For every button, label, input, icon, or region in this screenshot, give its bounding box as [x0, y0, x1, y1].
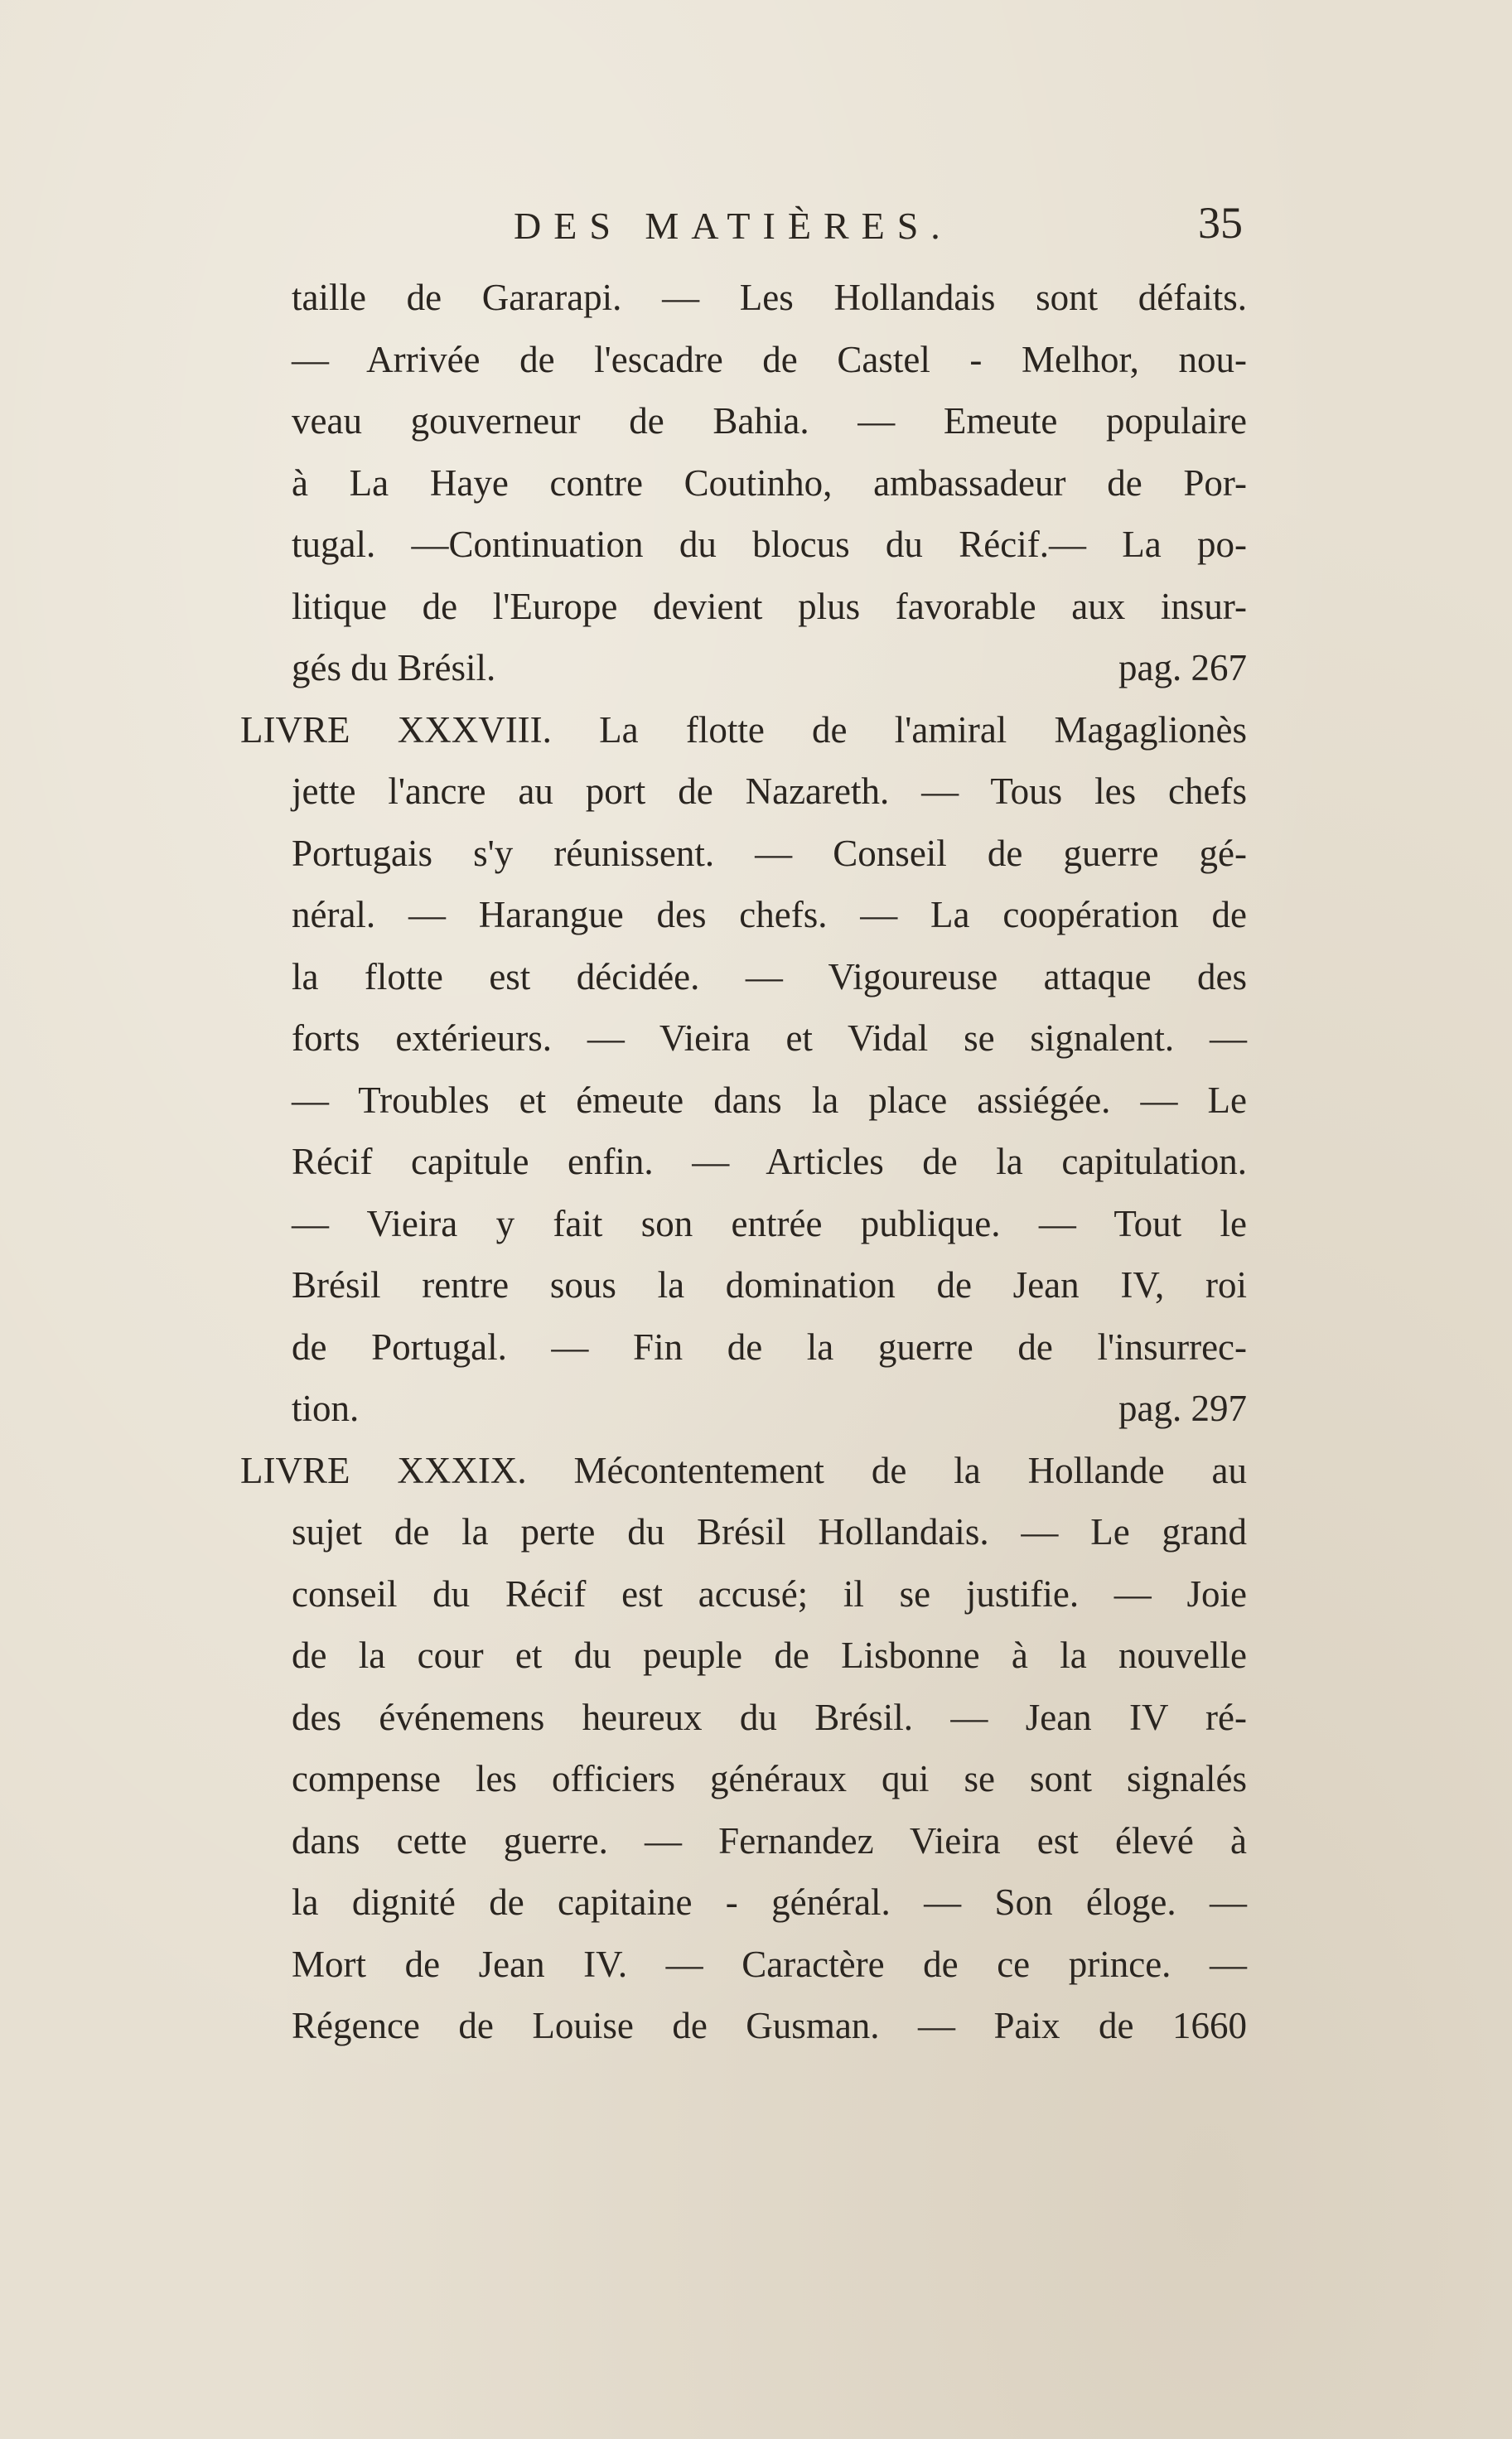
entry-last-line: tion. [292, 1388, 360, 1429]
entry-last-line: gés du Brésil. [292, 647, 496, 688]
toc-entry-continuation [240, 267, 1247, 699]
text-line: Régence de Louise de Gusman. — Paix de 1660 [292, 2005, 1247, 2046]
page-reference: pag. 267 [1118, 647, 1247, 688]
text-line: dans cette guerre. — Fernandez Vieira est élevé à [292, 1819, 1247, 1862]
text-line: à La Haye contre Coutinho, ambassadeur de Por- [292, 461, 1247, 504]
text-line: la dignité de capitaine - général. — Son éloge. — [292, 1881, 1247, 1923]
toc-entry-livre-xxxix [240, 1440, 1247, 2057]
table-of-contents-body [240, 267, 1247, 2057]
text-line: des événemens heureux du Brésil. — Jean IV ré- [292, 1696, 1247, 1738]
text-line: — Troubles et émeute dans la place assiégée. — Le [292, 1079, 1247, 1121]
text-line: jette l'ancre au port de Nazareth. — Tous les chefs [292, 770, 1247, 812]
running-header [514, 198, 1243, 262]
text-line-final [240, 637, 1247, 699]
text-line: Portugais s'y réunissent. — Conseil de guerre gé- [292, 832, 1247, 874]
text-line: sujet de la perte du Brésil Hollandais. — Le grand [292, 1511, 1247, 1553]
text-line: de Portugal. — Fin de la guerre de l'insurrec- [292, 1326, 1247, 1368]
text-line-heading: LIVRE XXXVIII. La flotte de l'amiral Magaglionès [240, 708, 1247, 751]
header-title: DES MATIÈRES. [514, 205, 953, 247]
text-line: Récif capitule enfin. — Articles de la capitulation. [292, 1141, 1247, 1182]
text-line: Mort de Jean IV. — Caractère de ce prince. — [292, 1943, 1247, 1985]
page-reference: pag. 297 [1118, 1388, 1247, 1429]
text-line: veau gouverneur de Bahia. — Emeute populaire [292, 400, 1247, 442]
text-line: compense les officiers généraux qui se sont signalés [292, 1758, 1247, 1799]
text-line: Brésil rentre sous la domination de Jean IV, roi [292, 1264, 1247, 1306]
text-line: — Vieira y fait son entrée publique. — Tout le [292, 1202, 1247, 1244]
text-line: néral. — Harangue des chefs. — La coopération de [292, 894, 1247, 935]
text-line: — Arrivée de l'escadre de Castel - Melhor, nou- [292, 338, 1247, 380]
toc-entry-livre-xxxviii [240, 699, 1247, 1440]
text-line: forts extérieurs. — Vieira et Vidal se signalent. — [292, 1017, 1247, 1059]
text-line: de la cour et du peuple de Lisbonne à la nouvelle [292, 1635, 1247, 1676]
text-line-heading: LIVRE XXXIX. Mécontentement de la Hollande au [240, 1449, 1247, 1491]
text-line: tugal. —Continuation du blocus du Récif.— La po- [292, 524, 1247, 565]
text-line: la flotte est décidée. — Vigoureuse attaque des [292, 955, 1247, 997]
text-line-final [240, 1378, 1247, 1440]
text-line: conseil du Récif est accusé; il se justifie. — Joie [292, 1572, 1247, 1615]
page-number: 35 [1198, 198, 1243, 248]
text-line: litique de l'Europe devient plus favorable aux insur- [292, 585, 1247, 627]
text-line: taille de Gararapi. — Les Hollandais sont défaits. [292, 277, 1247, 318]
